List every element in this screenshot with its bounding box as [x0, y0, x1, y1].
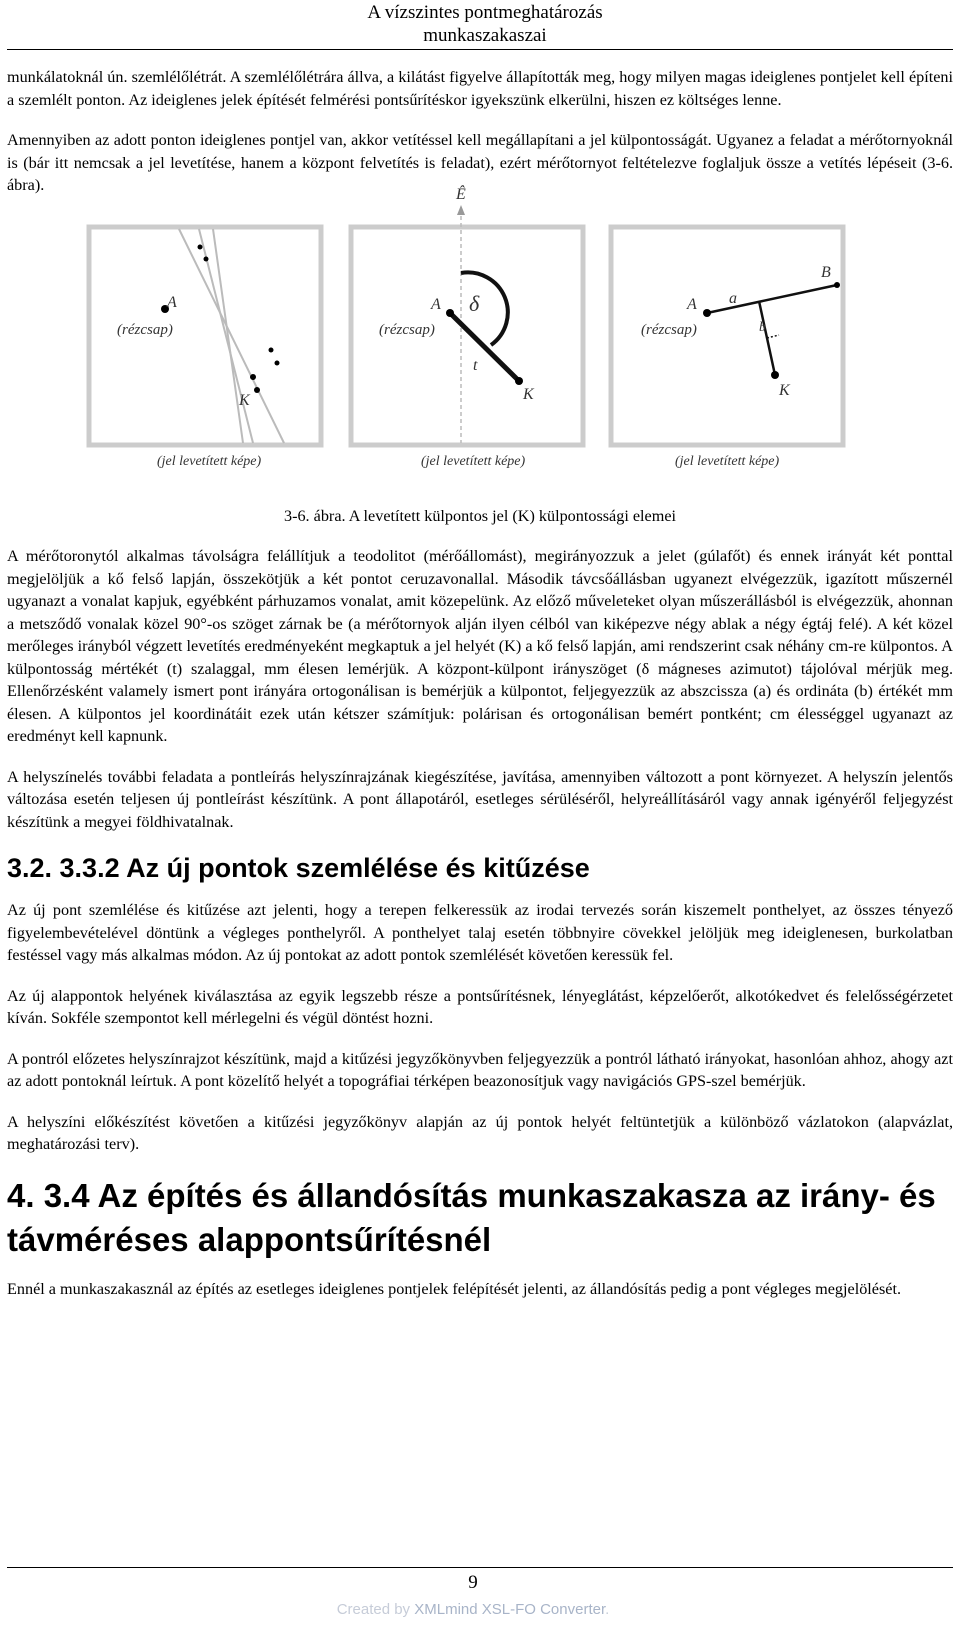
label-jel-2: (jel levetített képe) [421, 453, 526, 469]
page-number: 9 [468, 1572, 478, 1593]
label-t: t [473, 356, 478, 374]
figure-3-6-drawing [7, 185, 953, 493]
paragraph-epites: Ennél a munkaszakasznál az építés az esetleges ideiglenes pontjelek felépítését jelenti, az állandósítás pedig a pont végleges megjelölését. [7, 1279, 902, 1298]
figure-panel-2 [351, 184, 583, 469]
label-K-2: K [523, 385, 534, 403]
label-b: b [759, 319, 766, 335]
section-heading-322: 3.2. 3.3.2 Az új pontok szemlélése és kitűzése [7, 853, 590, 883]
footer-rule [7, 1567, 953, 1568]
paragraph-meroallomas: A mérőtoronytól alkalmas távolságra felállítjuk a teodolitot (mérőállomást), megirányozzuk a jelet (gúlafőt) és ennek irányát két ponttal megjelöljük a kő felső lapján, összekötjük a két pontot ceruzavonallal. Második távcsőállásban ugyanezt elvégezzük, igazított műszernél ugyanazt a vonalat kapjuk, egyébként párhuzamos vonalat, amit közepelünk. Az előző műveleteket olyan műszerállásból is elvégezzük, ahonnan a metsződő vonalak közel 90°-os szöget zárnak be (a mérőtornyok alján ilyen célból van kiképezve négy ablak a négy égtáj felé). A két közel merőleges irányból végzett levetítés eredményeként megkaptuk a jel helyét (K) a kő felső lapján, ami rendszerint csak néhány cm-re külpontos. A külpontosság mértékét (t) szalaggal, mm élesen lemérjük. A központ-külpont irányszöget (δ mágneses azimutot) tájolóval mérjük meg. Ellenőrzésként valamely ismert pont irányára ortogonálisan is bemérjük a külpontot, feljegyezzük az abszcissza (a) és ordináta (b) értékét mm élesen. A külpontos jel koordinátáit ezek után kétszer számítjuk: polárisan és ortogonálisan bemért pontként; cm élességgel ugyanazt az eredményt kell kapnunk. [7, 547, 953, 745]
paragraph-uj-pont: Az új pont szemlélése és kitűzése azt jelenti, hogy a terepen felkeressük az irodai tervezés során kiszemelt ponthelyet, az összes tényező figyelembevételével döntünk a végleges ponthelyről. A ponthelyet talaj esetén többnyire cövekkel jelöljük meg ideiglenesen, burkolatban festéssel vagy más alkalmas módon. Az új pontokat az adott pontok szemlélését követően keressük fel. [7, 901, 953, 964]
watermark-suffix: . [605, 1601, 610, 1618]
label-delta: δ [469, 290, 480, 316]
label-K-3: K [779, 381, 790, 399]
label-a: a [729, 289, 737, 307]
page-content [7, 66, 953, 1318]
label-north: Ê [456, 185, 466, 203]
watermark-brand-link[interactable]: XMLmind XSL-FO Converter [414, 1601, 606, 1618]
figure-panel-3 [611, 227, 843, 469]
page-header [0, 0, 960, 48]
paragraph-vetites: Amennyiben az adott ponton ideiglenes pontjel van, akkor vetítéssel kell megállapítani a jel külpontosságát. Ugyanez a feladat a mérőtornyoknál is (bár itt nemcsak a jel levetítése, hanem a központ felvetítés is feladat), ezért mérőtornyot feltételezve foglaljuk össze a vetítés lépéseit (3-6. ábra). [7, 131, 953, 194]
paragraph-helyszineles: A helyszínelés további feladata a pontleírás helyszínrajzának kiegészítése, javítása, amennyiben változott a pont környezet. A helyszín jelentős változása esetén teljesen új pontleírást készítünk. A pont állapotáról, esetleges sérüléséről, helyreállításáról vagy annak igényéről feljegyzést készítünk a megyei földhivatalnak. [7, 767, 953, 831]
label-K-1: K [239, 391, 250, 409]
figure-3-6 [7, 185, 953, 503]
header-rule [7, 49, 953, 50]
paragraph-helyszinrajz: A pontról előzetes helyszínrajzot készítünk, majd a kitűzési jegyzőkönyvben feljegyezzük a pontról látható irányokat, hasonlóan ahhoz, ahogy azt az adott pontoknál leírtuk. A pont közelítő helyét a topográfiai térképen beazonosítjuk vagy navigációs GPS-szel bemérjük. [7, 1049, 953, 1090]
paragraph-intro: munkálatoknál ún. szemlélőlétrát. A szemlélőlétrára állva, a kilátást figyelve állapították meg, hogy milyen magas ideiglenes pontjelet kell építeni a szemlélt ponton. Az ideiglenes jelek építését felmérési pontsűrítéskor igyekszünk elkerülni, hiszen ez költséges lenne. [7, 68, 953, 109]
header-title-line1: A vízszintes pontmeghatározás [367, 2, 603, 23]
label-A-3: A [687, 295, 697, 313]
figure-panel-1 [89, 227, 321, 469]
label-jel-1: (jel levetített képe) [157, 453, 262, 469]
section-heading-4: 4. 3.4 Az építés és állandósítás munkaszakasza az irány- és távméréses alappontsűrítésnél [7, 1176, 936, 1258]
paragraph-alappontok: Az új alappontok helyének kiválasztása az egyik legszebb része a pontsűrítésnek, lényeglátást, képzelőerőt, alkotókedvet és felelősségérzetet kíván. Sokféle szempontot kell mérlegelni és végül döntést hozni. [7, 986, 953, 1027]
label-rezcsap-1: (rézcsap) [117, 321, 173, 338]
converter-watermark [0, 1601, 946, 1618]
header-title-line2: munkaszakaszai [423, 25, 547, 46]
label-A-1: A [167, 293, 177, 311]
label-rezcsap-3: (rézcsap) [641, 321, 697, 338]
label-B: B [821, 263, 831, 281]
label-jel-3: (jel levetített képe) [675, 453, 780, 469]
label-rezcsap-2: (rézcsap) [379, 321, 435, 338]
paragraph-elokeszites: A helyszíni előkészítést követően a kitűzési jegyzőkönyv alapján az új pontok helyét feltüntetjük a különböző vázlatokon (alapvázlat, meghatározási terv). [7, 1112, 953, 1153]
figure-caption: 3-6. ábra. A levetített külpontos jel (K) külpontossági elemei [283, 506, 677, 525]
watermark-prefix: Created by [336, 1601, 415, 1618]
label-A-2: A [431, 295, 441, 313]
